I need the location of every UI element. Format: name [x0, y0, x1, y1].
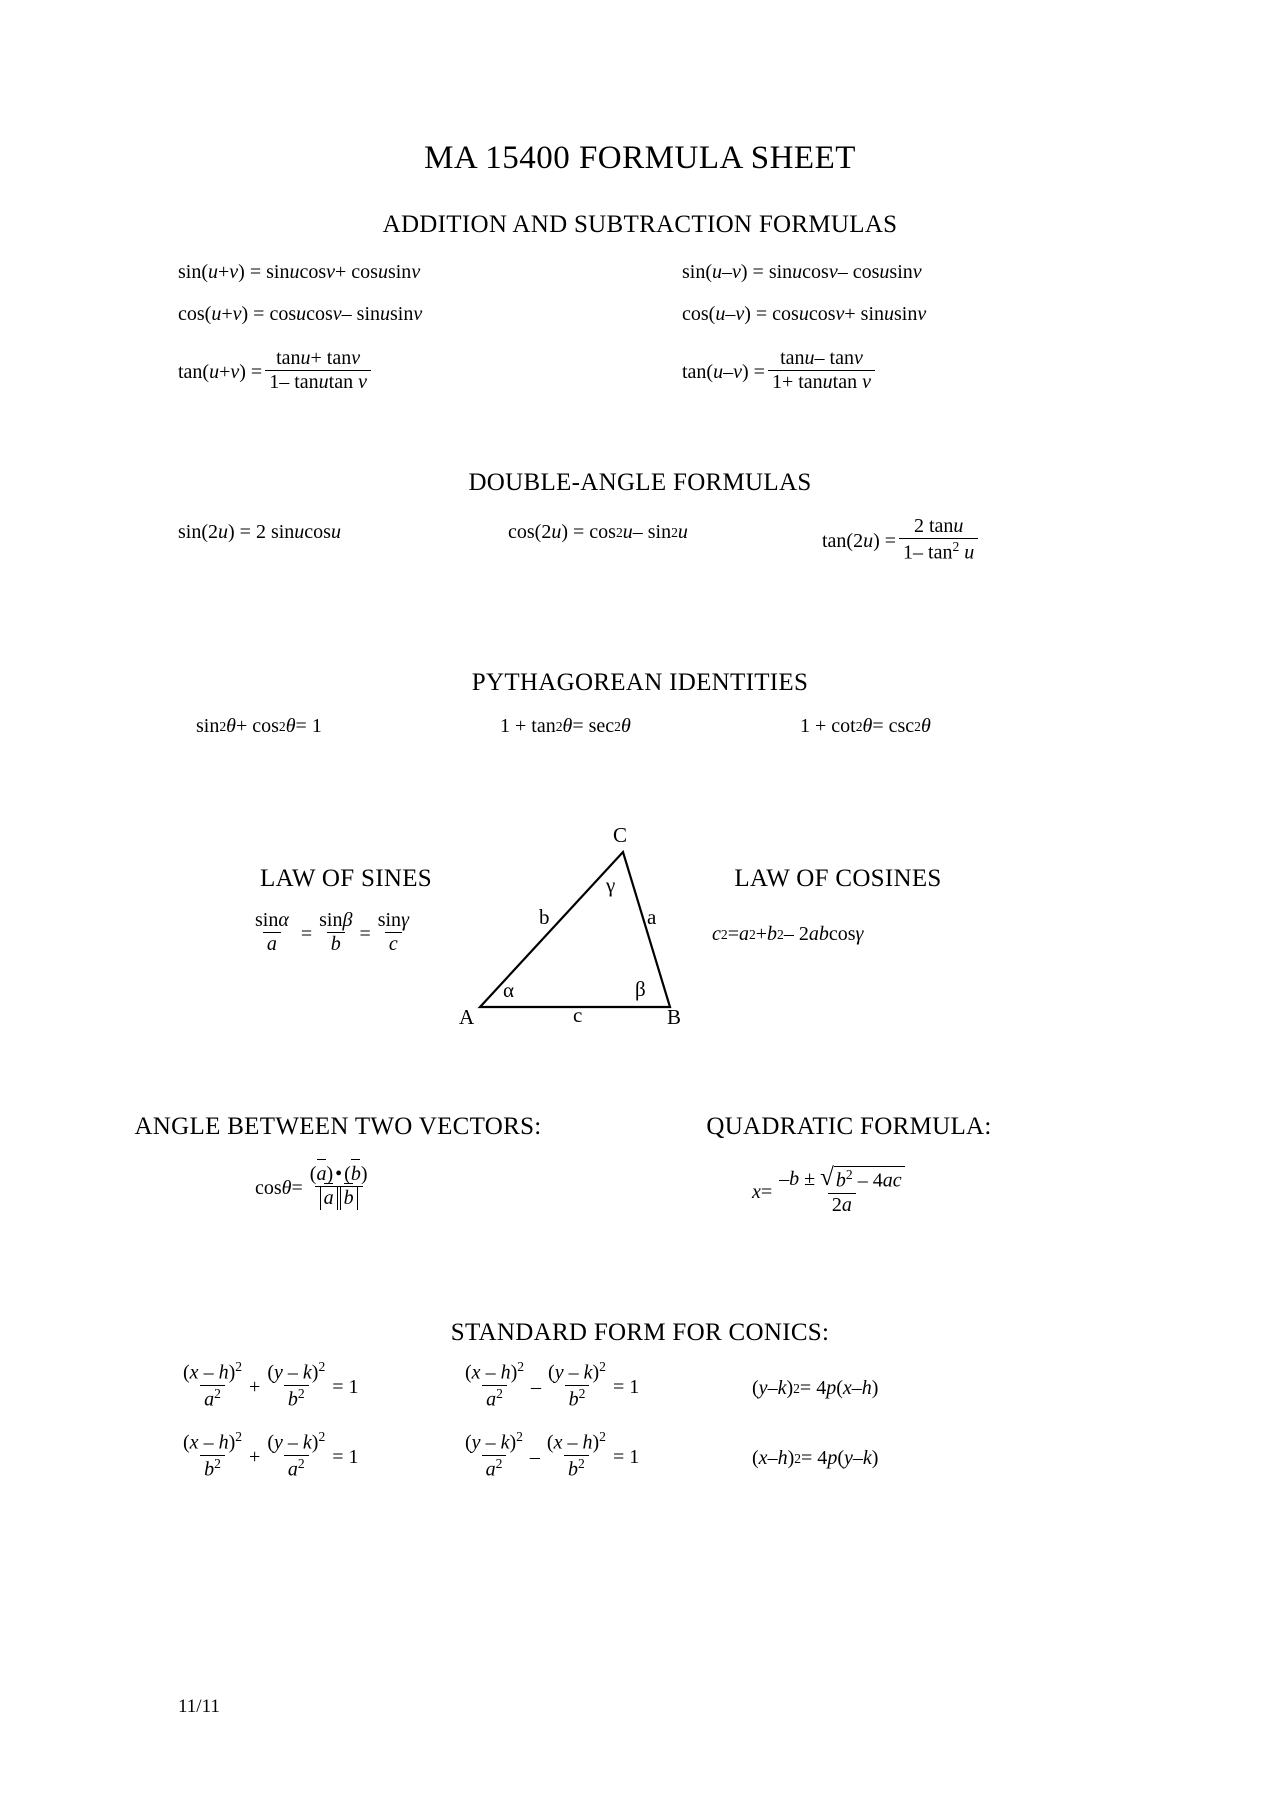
identity-cot2-csc2: 1 + cot 2 θ = csc 2 θ: [800, 715, 931, 737]
triangle-side-b: b: [539, 905, 550, 929]
page-title: MA 15400 FORMULA SHEET: [424, 140, 856, 176]
identity-sin2-cos2: sin 2 θ + cos 2 θ = 1: [196, 715, 322, 737]
pythagorean-identities: [0, 715, 1280, 765]
triangle-vertex-C: C: [613, 823, 628, 847]
conic-parabola-vertical: ( x – h ) 2 = 4 p ( y – k ): [752, 1447, 879, 1469]
triangle-side-a: a: [647, 905, 657, 929]
triangle-vertex-B: B: [667, 1005, 682, 1029]
section-heading-pythagorean: PYTHAGOREAN IDENTITIES: [471, 669, 809, 696]
section-heading-law-of-sines: LAW OF SINES: [260, 865, 432, 892]
section-heading-addition-subtraction: ADDITION AND SUBTRACTION FORMULAS: [382, 211, 898, 238]
triangle-diagram: [455, 823, 715, 1032]
triangle-vertex-A: A: [459, 1005, 475, 1029]
conic-parabola-horizontal: ( y – k ) 2 = 4 p ( x – h ): [752, 1377, 879, 1399]
identity-tan2-sec2: 1 + tan 2 θ = sec 2 θ: [500, 715, 631, 737]
section-heading-angle-between-vectors: ANGLE BETWEEN TWO VECTORS:: [134, 1113, 542, 1140]
formula-tan-difference: tan( u – v ) = $\frac{\tan u- \tan v}{\text{1+ tanutan v}}$: [682, 349, 878, 396]
addition-subtraction-formulas: [0, 261, 1280, 411]
conic-hyperbola-vertical: $\frac{(y - k)^2}{a^2}$ – $\frac{(x - h)^2}{b^2}$ = 1: [465, 1429, 640, 1481]
formula-angle-between-vectors: cos θ = $\frac{(a) • (b)}{\text{a b}}$: [255, 1163, 368, 1209]
triangle-angle-alpha: α: [503, 978, 515, 1002]
triangle-side-c: c: [573, 1003, 583, 1027]
conics-formulas: [0, 1361, 1280, 1501]
formula-cos-2u: cos(2 u ) = cos 2 u – sin 2 u: [508, 521, 688, 543]
triangle-angle-gamma: γ: [606, 873, 616, 897]
section-heading-conics: STANDARD FORM FOR CONICS:: [450, 1319, 830, 1346]
conic-ellipse-vertical: $\frac{(x - h)^2}{b^2}$ + $\frac{(y - k)^2}{a^2}$ = 1: [183, 1429, 359, 1481]
double-angle-formulas: [0, 517, 1280, 597]
vectors-and-quadratic: [0, 1113, 1280, 1263]
laws-and-triangle: [0, 823, 1280, 1047]
formula-sin-sum: sin( u + v ) = sin u cos v + cos u sin v: [178, 261, 421, 283]
formula-cos-difference: cos( u – v ) = cos u cos v + sin u sin v: [682, 303, 927, 325]
formula-sheet-page: [0, 140, 1280, 1796]
section-heading-law-of-cosines: LAW OF COSINES: [734, 865, 942, 892]
triangle-angle-beta: β: [635, 977, 646, 1001]
formula-cos-sum: cos( u + v ) = cos u cos v – sin u sin v: [178, 303, 423, 325]
section-heading-double-angle: DOUBLE-ANGLE FORMULAS: [468, 469, 812, 496]
formula-sin-2u: sin(2 u ) = 2 sin u cos u: [178, 521, 341, 543]
formula-quadratic: x = –b ± √ $b^2 - 4ac$ 2a: [752, 1167, 912, 1219]
triangle-svg: [455, 827, 715, 1027]
formula-tan-sum: tan( u + v ) = $\frac{\tan u+ \tan v}{\text{1– tanutan v}}$: [178, 349, 374, 396]
section-heading-quadratic-formula: QUADRATIC FORMULA:: [706, 1113, 992, 1140]
formula-law-of-sines: $\frac{\sin\alpha}{a}$ = $\frac{\sin\beta}{b}$ = $\frac{\sin\gamma}{c}$: [255, 909, 409, 955]
formula-law-of-cosines: c 2 = a 2 + b 2 – 2 ab cos γ: [712, 923, 864, 945]
formula-tan-2u: tan(2 u ) = $\frac{2 \tan u}{1- \tan^2 u}$: [822, 517, 981, 567]
footer-date: 11/11: [178, 1696, 220, 1717]
conic-hyperbola-horizontal: $\frac{(x - h)^2}{a^2}$ – $\frac{(y - k)^2}{b^2}$ = 1: [465, 1359, 640, 1411]
conic-ellipse-horizontal: $\frac{(x - h)^2}{a^2}$ + $\frac{(y - k)^2}{b^2}$ = 1: [183, 1359, 359, 1411]
formula-sin-difference: sin( u – v ) = sin u cos v – cos u sin v: [682, 261, 922, 283]
